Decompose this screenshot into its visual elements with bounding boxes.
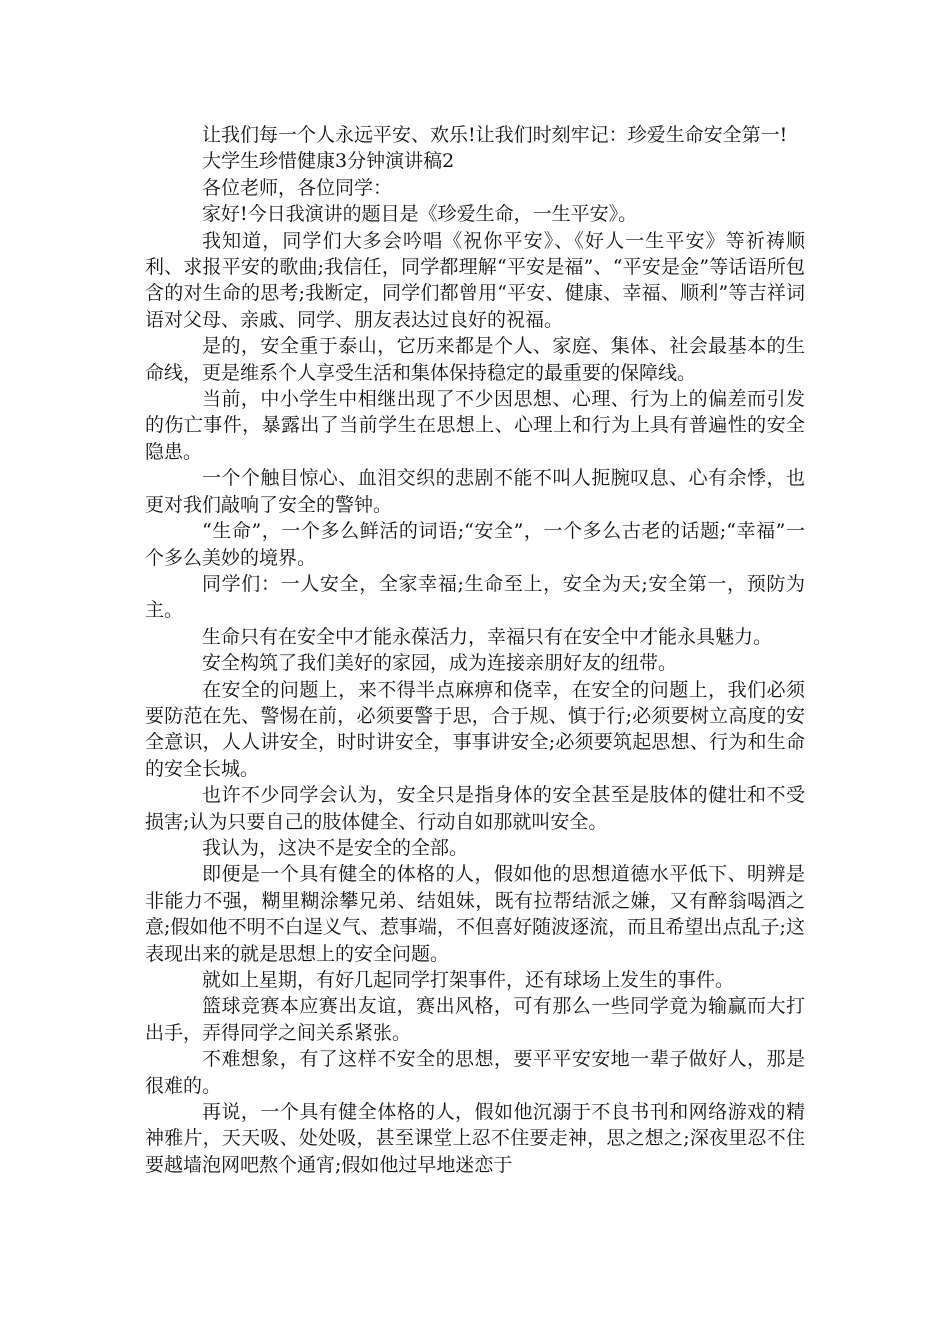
paragraph: 即便是一个具有健全的体格的人，假如他的思想道德水平低下、明辨是非能力不强，糊里糊涂攀兄弟、结姐妹，既有拉帮结派之嫌，又有醉翁喝酒之意;假如他不明不白逞义气、惹事端，不但喜好随波逐流，而且希望出点乱子;这表现出来的就是思想上的安全问题。 [145,863,805,965]
paragraph: 我知道，同学们大多会吟唱《祝你平安》、《好人一生平安》等祈祷顺利、求报平安的歌曲;我信任，同学都理解“平安是福”、“平安是金”等话语所包含的对生命的思考;我断定，同学们都曾用“平安、健康、幸福、顺利”等吉祥词语对父母、亲戚、同学、朋友表达过良好的祝福。 [145,229,805,331]
paragraph: 当前，中小学生中相继出现了不少因思想、心理、行为上的偏差而引发的伤亡事件，暴露出了当前学生在思想上、心理上和行为上具有普遍性的安全隐患。 [145,388,805,463]
paragraph: 再说，一个具有健全体格的人，假如他沉溺于不良书刊和网络游戏的精神雅片，天天吸、处处吸，甚至课堂上忍不住要走神，思之想之;深夜里忍不住要越墙泡网吧熬个通宵;假如他过早地迷恋于 [145,1101,805,1176]
paragraph: “生命”，一个多么鲜活的词语;“安全”，一个多么古老的话题;“幸福”一个多么美妙的境界。 [145,520,805,569]
paragraph: 一个个触目惊心、血泪交织的悲剧不能不叫人扼腕叹息、心有余悸，也更对我们敲响了安全的警钟。 [145,467,805,516]
speech-title: 大学生珍惜健康3分钟演讲稿2 [202,150,455,173]
salutation: 各位老师，各位同学： [202,176,393,199]
paragraph: 我认为，这决不是安全的全部。 [202,836,469,859]
paragraph: 在安全的问题上，来不得半点麻痹和侥幸，在安全的问题上，我们必须要防范在先、警惕在前，必须要警于思，合于规、慎于行;必须要树立高度的安全意识，人人讲安全，时时讲安全，事事讲安全;必须要筑起思想、行为和生命的安全长城。 [145,678,805,780]
paragraph: 不难想象，有了这样不安全的思想，要平平安安地一辈子做好人，那是很难的。 [145,1048,805,1097]
document-page [145,122,805,1178]
paragraph: 就如上星期，有好几起同学打架事件，还有球场上发生的事件。 [202,969,735,991]
paragraph: 生命只有在安全中才能永葆活力，幸福只有在安全中才能永具魅力。 [202,625,773,648]
paragraph: 也许不少同学会认为，安全只是指身体的安全甚至是肢体的健壮和不受损害;认为只要自己的肢体健全、行动自如那就叫安全。 [145,784,805,833]
paragraph-opening: 家好!今日我演讲的题目是《珍爱生命，一生平安》。 [202,203,638,226]
paragraph: 是的，安全重于泰山，它历来都是个人、家庭、集体、社会最基本的生命线，更是维系个人享受生活和集体保持稳定的最重要的保障线。 [145,335,805,384]
paragraph: 篮球竞赛本应赛出友谊，赛出风格，可有那么一些同学竟为输赢而大打出手，弄得同学之间关系紧张。 [145,995,805,1044]
paragraph: 安全构筑了我们美好的家园，成为连接亲朋好友的纽带。 [202,652,678,675]
paragraph: 同学们：一人安全，全家幸福;生命至上，安全为天;安全第一，预防为主。 [145,572,805,622]
paragraph-closing-wish: 让我们每一个人永远平安、欢乐!让我们时刻牢记：珍爱生命安全第一! [202,124,788,146]
